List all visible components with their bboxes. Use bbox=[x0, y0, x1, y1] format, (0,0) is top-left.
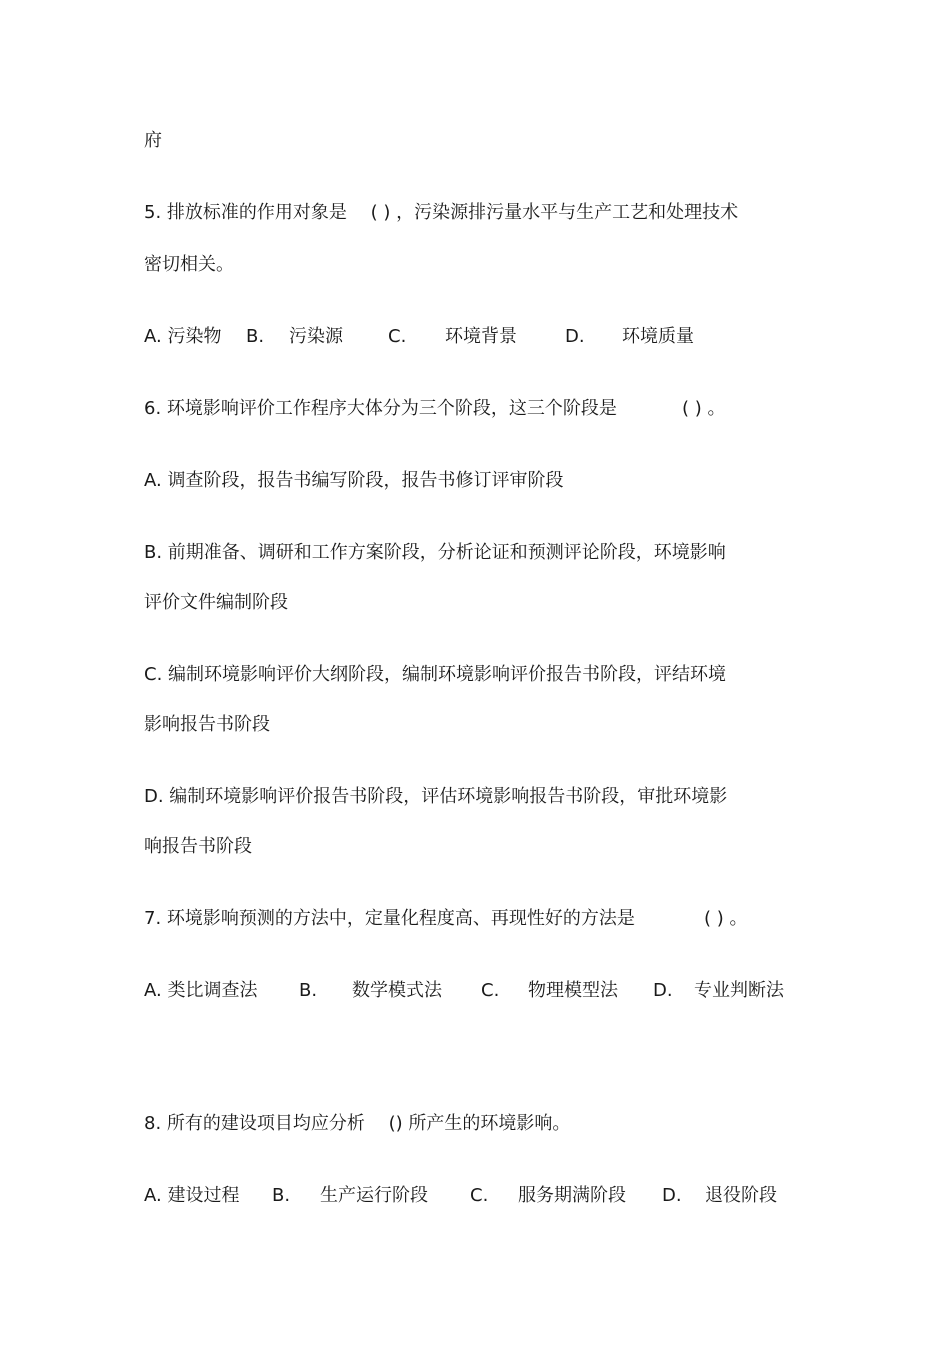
question-5-option-c-letter: C. bbox=[388, 326, 407, 347]
question-7-option-d-letter: D. bbox=[653, 980, 673, 1001]
question-8-option-b-letter: B. bbox=[272, 1185, 291, 1206]
question-6-answer-blank: ( ) 。 bbox=[682, 398, 726, 419]
question-6-option-d-line-2: 响报告书阶段 bbox=[144, 836, 252, 857]
question-7-answer-blank: ( ) 。 bbox=[704, 908, 748, 929]
question-7-option-a: A. 类比调查法 bbox=[144, 980, 258, 1001]
question-5-option-c-text: 环境背景 bbox=[445, 326, 517, 347]
question-6-stem: 6. 环境影响评价工作程序大体分为三个阶段，这三个阶段是 bbox=[144, 398, 617, 419]
question-8-option-b-text: 生产运行阶段 bbox=[320, 1185, 428, 1206]
question-6-option-a: A. 调查阶段，报告书编写阶段，报告书修订评审阶段 bbox=[144, 470, 564, 491]
question-7-option-c-letter: C. bbox=[481, 980, 500, 1001]
question-6-option-b-line-1: B. 前期准备、调研和工作方案阶段，分析论证和预测评论阶段，环境影响 bbox=[144, 542, 726, 563]
question-6-option-d-line-1: D. 编制环境影响评价报告书阶段，评估环境影响报告书阶段，审批环境影 bbox=[144, 786, 728, 807]
question-7-option-b-text: 数学模式法 bbox=[352, 980, 442, 1001]
question-8-option-d-letter: D. bbox=[662, 1185, 682, 1206]
question-5-stem-line-2: 密切相关。 bbox=[144, 254, 234, 275]
question-5-stem-line-1: 5. 排放标准的作用对象是 ( ) ，污染源排污量水平与生产工艺和处理技术 bbox=[144, 202, 739, 223]
question-8-option-c-letter: C. bbox=[470, 1185, 489, 1206]
question-8-option-c-text: 服务期满阶段 bbox=[518, 1185, 626, 1206]
question-6-option-c-line-2: 影响报告书阶段 bbox=[144, 714, 270, 735]
question-7-option-d-text: 专业判断法 bbox=[694, 980, 784, 1001]
question-6-option-c-line-1: C. 编制环境影响评价大纲阶段，编制环境影响评价报告书阶段，评结环境 bbox=[144, 664, 727, 685]
question-5-option-a: A. 污染物 bbox=[144, 326, 222, 347]
question-8-option-d-text: 退役阶段 bbox=[705, 1185, 777, 1206]
question-6-option-b-line-2: 评价文件编制阶段 bbox=[144, 592, 288, 613]
question-7-stem: 7. 环境影响预测的方法中，定量化程度高、再现性好的方法是 bbox=[144, 908, 635, 929]
question-5-option-b-letter: B. bbox=[246, 326, 265, 347]
question-7-option-c-text: 物理模型法 bbox=[528, 980, 618, 1001]
question-8-stem: 8. 所有的建设项目均应分析 () 所产生的环境影响。 bbox=[144, 1113, 571, 1134]
continuation-text: 府 bbox=[144, 130, 162, 151]
question-7-option-b-letter: B. bbox=[299, 980, 318, 1001]
question-5-option-d-letter: D. bbox=[565, 326, 585, 347]
question-5-option-d-text: 环境质量 bbox=[622, 326, 694, 347]
question-5-option-b-text: 污染源 bbox=[289, 326, 343, 347]
question-8-option-a: A. 建设过程 bbox=[144, 1185, 240, 1206]
